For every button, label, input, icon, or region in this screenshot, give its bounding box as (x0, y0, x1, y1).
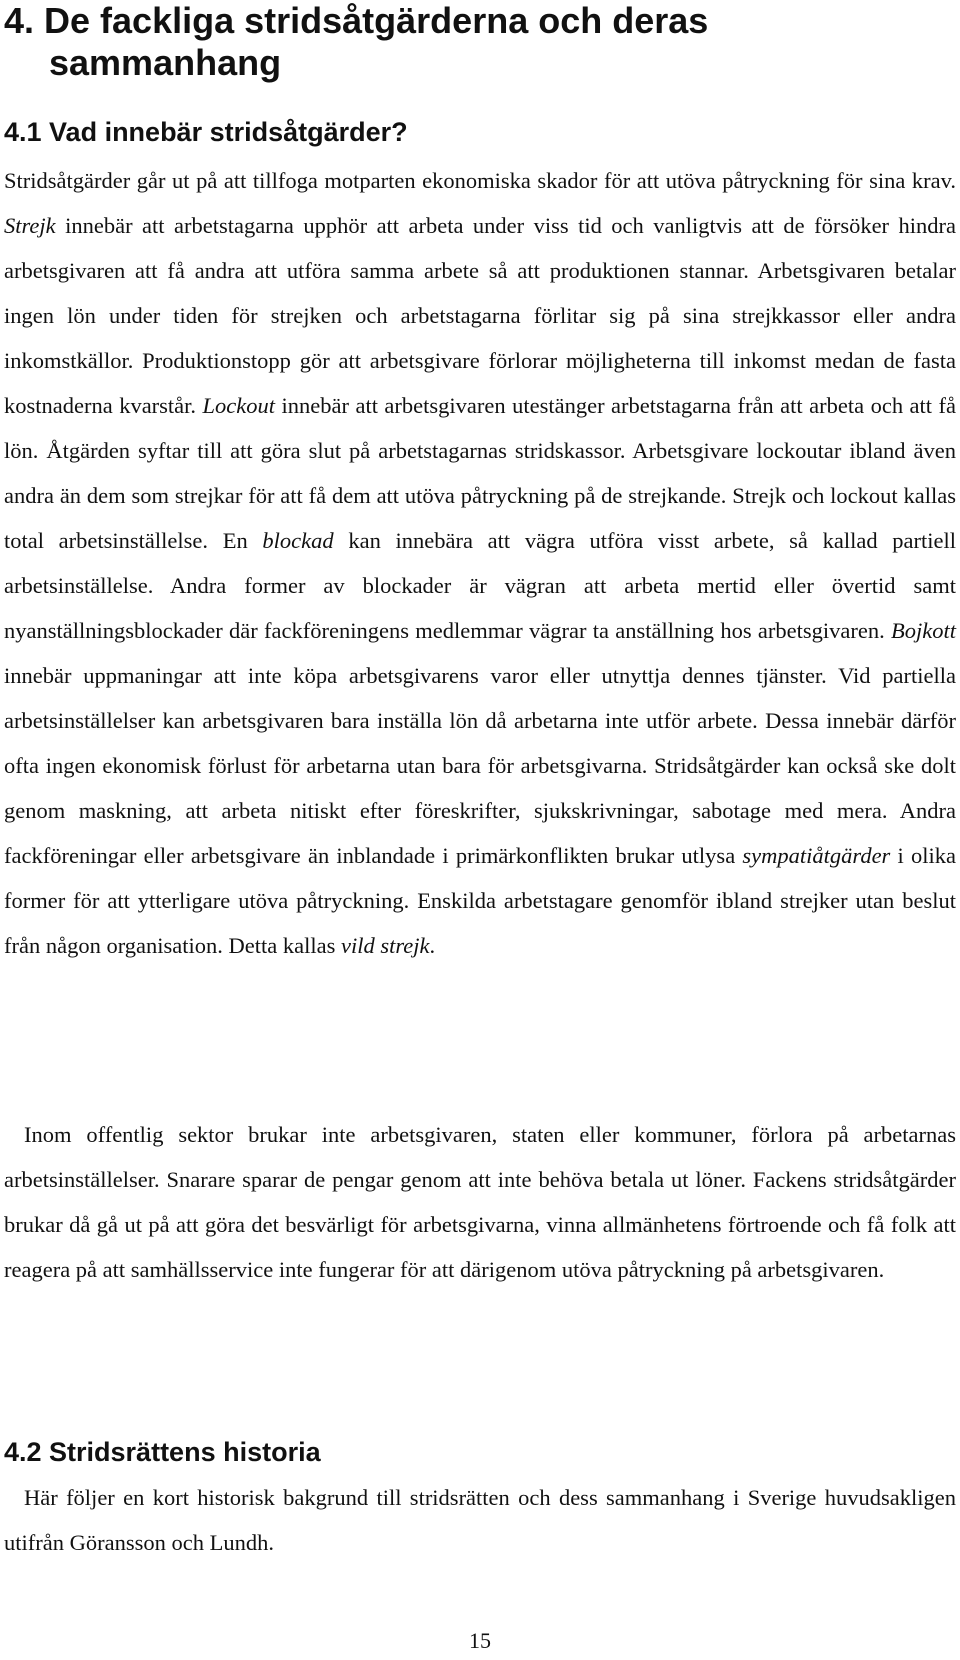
term-strejk: Strejk (4, 213, 56, 238)
text-run: kan innebära att vägra utföra visst arbete, så kallad partiell arbetsinställelse. Andra former av blockader är vägran att arbeta mertid eller övertid samt nyanställningsblockader där fackföreningens medlemmar vägrar ta anställning hos arbetsgivaren. (4, 528, 957, 643)
section-heading-4-1: 4.1 Vad innebär stridsåtgärder? (4, 117, 408, 147)
text-run: innebär att arbetsgivaren utestänger arbetstagarna från att arbeta och att få lön. Åtgärden syftar till att göra slut på arbetstagarnas stridskassor. Arbetsgivare lockoutar ibland även andra än dem som strejkar för att få dem att utöva påtryckning på de strejkande. Strejk och lockout kallas total arbetsinställelse. En (4, 393, 956, 553)
page-number: 15 (469, 1628, 491, 1653)
text-run: . (429, 933, 436, 958)
chapter-title-line1: 4. De fackliga stridsåtgärderna och deras (4, 0, 709, 41)
section-4-2-paragraph-1: Här följer en kort historisk bakgrund till stridsrätten och dess sammanhang i Sverige huvudsakligen utifrån Göransson och Lundh. (4, 1485, 956, 1555)
section-4-1-paragraph-1 (4, 158, 956, 968)
section-heading-4-2: 4.2 Stridsrättens historia (4, 1437, 321, 1467)
term-bojkott: Bojkott (891, 618, 956, 643)
term-vild-strejk: vild strejk (340, 933, 430, 958)
term-lockout: Lockout (202, 393, 276, 418)
document-page (4, 0, 957, 1653)
section-4-1-paragraph-2: Inom offentlig sektor brukar inte arbetsgivaren, staten eller kommuner, förlora på arbetarnas arbetsinställelser. Snarare sparar de pengar genom att inte behöva betala ut löner. Fackens stridsåtgärder brukar då gå ut på att göra det besvärligt för arbetsgivarna, vinna allmänhetens förtroende och få folk att reagera på att samhällsservice inte fungerar för att därigenom utöva påtryckning på arbetsgivaren. (4, 1122, 956, 1282)
term-blockad: blockad (262, 528, 334, 553)
text-run: i olika former för att ytterligare utöva påtryckning. Enskilda arbetstagare genomför ibland strejker utan beslut från någon organisation. Detta kallas (4, 843, 957, 958)
term-sympatiatgarder: sympatiåtgärder (742, 843, 891, 868)
chapter-title-line2: sammanhang (49, 42, 282, 83)
text-run: Stridsåtgärder går ut på att tillfoga motparten ekonomiska skador för att utöva påtryckning för sina krav. (4, 168, 956, 193)
chapter-title (4, 0, 956, 84)
text-run: innebär att arbetstagarna upphör att arbeta under viss tid och vanligtvis att de försöker hindra arbetsgivaren att få andra att utföra samma arbete så att produktionen stannar. Arbetsgivaren betalar ingen lön under tiden för strejken och arbetstagarna förlitar sig på sina strejkkassor eller andra inkomstkällor. Produktionstopp gör att arbetsgivare förlorar möjligheterna till inkomst medan de fasta kostnaderna kvarstår. (4, 213, 956, 418)
text-run: innebär uppmaningar att inte köpa arbetsgivarens varor eller utnyttja dennes tjänster. Vid partiella arbetsinställelser kan arbetsgivaren bara inställa lön då arbetarna inte utför arbete. Dessa innebär därför ofta ingen ekonomisk förlust för arbetarna utan bara för arbetsgivarna. Stridsåtgärder kan också ske dolt genom maskning, att arbeta nitiskt efter föreskrifter, sjukskrivningar, sabotage med mera. Andra fackföreningar eller arbetsgivare än inblandade i primärkonflikten brukar utlysa (4, 663, 956, 868)
